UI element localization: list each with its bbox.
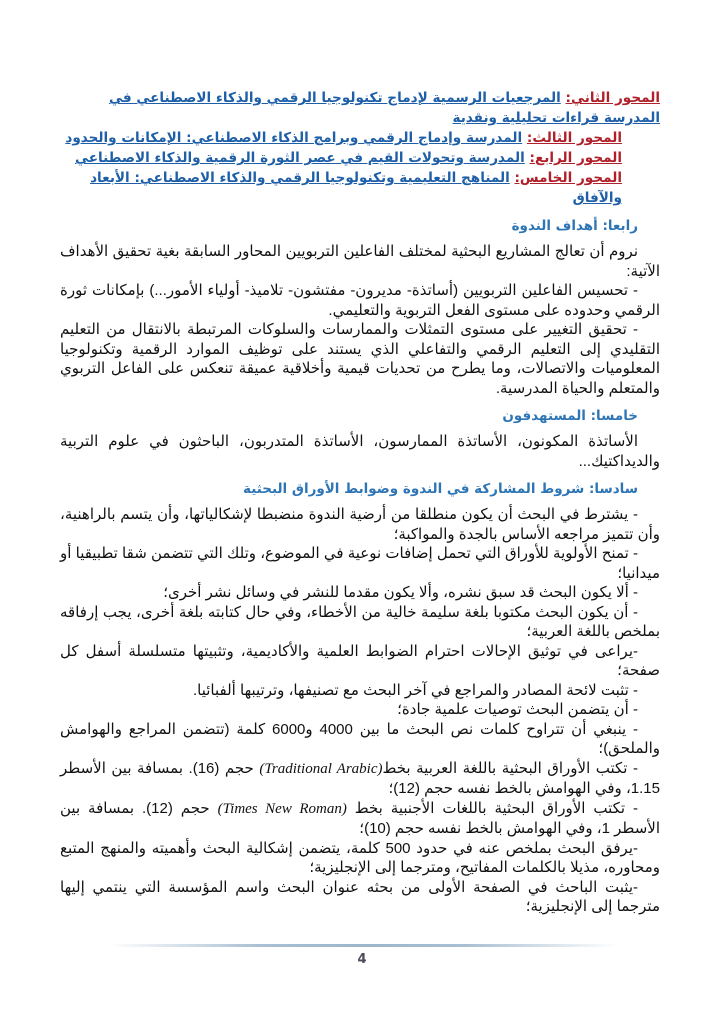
condition-item: - يشترط في البحث أن يكون منطلقا من أرضية الندوة منضبطا لإشكالياتها، وأن يتسم بالراهنية، وأن تتميز مراجعه الأساس بالجدة والمواكبة؛ [60,506,660,543]
objective-item: - تحسيس الفاعلين التربويين (أساتذة- مديرون- مفتشون- تلاميذ- أولياء الأمور...) بإمكانات ثورة الرقمي وحدوده على مستوى الفعل التربوية والتعليمي. [60,282,660,319]
condition-item: - ينبغي أن تتراوح كلمات نص البحث ما بين 4000 و6000 كلمة (تتضمن المراجع والهوامش والملحق)؛ [60,720,660,757]
objectives-heading: رابعا: أهداف الندوة [511,218,638,234]
axis-label: المحور الثالث: [526,130,622,146]
conditions-heading: سادسا: شروط المشاركة في الندوة وضوابط الأوراق البحثية [243,481,638,497]
condition-item: -يراعى في توثيق الإحالات احترام الضوابط العلمية والأكاديمية، وتثبيتها متسلسلة أسفل كل صفحة؛ [60,642,660,679]
axis-title: المدرسة وإدماج الرقمي وبرامج الذكاء الاصطناعي: الإمكانات والحدود [65,130,523,146]
condition-item: - تمنح الأولوية للأوراق التي تحمل إضافات نوعية في الموضوع، وتلك التي تتضمن شقا تطبيقيا أو ميدانيا؛ [60,545,660,582]
condition-item: - تثبت لائحة المصادر والمراجع في آخر البحث مع تصنيفها، وترتيبها ألفبائيا. [192,681,638,699]
document-page [60,88,660,917]
axis-title: المناهج التعليمية وتكنولوجيا الرقمي والذكاء الاصطناعي: الأبعاد والآفاق [90,170,622,206]
font-name-foreign: (Times New Roman) [217,800,347,817]
audience-text: الأساتذة المكونون، الأساتذة الممارسون، الأساتذة المتدربون، الباحثون في علوم التربية والديداكتيك... [60,433,660,470]
audience-heading: خامسا: المستهدفون [502,408,638,424]
axis-title: المرجعيات الرسمية لإدماج تكنولوجيا الرقمي والذكاء الاصطناعي في المدرسة قراءات تحليلية ونقدية [108,90,660,126]
axis-label: المحور الثاني: [565,90,660,106]
condition-item: - أن يكون البحث مكتوبا بلغة سليمة خالية من الأخطاء، وفي حال كتابته بلغة أخرى، يجب إرفاقه بملخص باللغة العربية؛ [60,603,660,640]
axis-4 [60,148,660,168]
axis-2 [60,88,660,128]
condition-item: - أن يتضمن البحث توصيات علمية جادة؛ [397,701,638,718]
condition-item: - ألا يكون البحث قد سبق نشره، وألا يكون مقدما للنشر في وسائل نشر أخرى؛ [163,584,638,601]
axis-label: المحور الخامس: [514,170,622,186]
footer-divider [108,944,618,947]
objective-item: - تحقيق التغيير على مستوى التمثلات والممارسات والسلوكات المرتبطة بالانتقال من التعليم التقليدي إلى التعليم الرقمي والتفاعلي الذي يستند على توظيف الموارد الرقمية وتكنولوجيا المعلوميات والاتصالات، وما يطرح من تحديات قيمية وأخلاقية عميقة تنعكس على الفاعل التربوي والمتعلم والحياة المدرسية. [60,321,660,397]
objectives-intro: نروم أن تعالج المشاريع البحثية لمختلف الفاعلين التربويين المحاور السابقة بغية تحقيق الأهداف الآتية: [60,243,660,280]
condition-item: -يثبت الباحث في الصفحة الأولى من بحثه عنوان البحث واسم المؤسسة التي ينتمي إليها مترجما إلى الإنجليزية؛ [60,878,660,915]
axis-3 [60,128,660,148]
axis-5 [60,168,660,208]
condition-item: -يرفق البحث بملخص عنه في حدود 500 كلمة، يتضمن إشكالية البحث وأهميته والمنهج المتبع ومحاوره، مذيلا بالكلمات المفاتيح، ومترجما إلى الإنجليزية؛ [60,839,660,876]
condition-font-arabic: - تكتب الأوراق البحثية باللغة العربية بخط(Traditional Arabic) حجم (16). بمسافة بين الأسطر 1.15، وفي الهوامش بالخط نفسه حجم (12)؛ [60,759,660,797]
axis-label: المحور الرابع: [529,150,622,166]
axes-list [60,88,660,208]
axis-title: المدرسة وتحولات القيم في عصر الثورة الرقمية والذكاء الاصطناعي [74,150,525,166]
page-number: 4 [357,952,367,967]
font-name-arabic: (Traditional Arabic) [259,760,383,777]
condition-font-foreign: - تكتب الأوراق البحثية باللغات الأجنبية بخط (Times New Roman) حجم (12). بمسافة بين الأسطر 1، وفي الهوامش بالخط نفسه حجم (10)؛ [60,799,660,837]
